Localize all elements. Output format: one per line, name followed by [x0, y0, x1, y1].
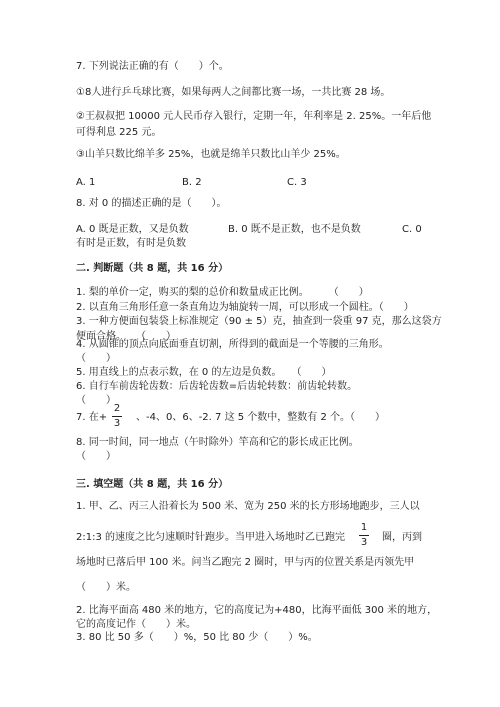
- q7-statement-2b: 可得利息 225 元。: [76, 127, 162, 138]
- q8-option-b: B. 0 既不是正数，也不是负数: [228, 224, 361, 235]
- q8-option-a-cont: 有时是正数，有时是负数: [76, 238, 186, 249]
- q7-option-c: C. 3: [287, 177, 307, 188]
- judge-3a: 3. 一种方便面包装袋上标准规定（90 ± 5）克，抽查到一袋重 97 克，那么这袋方: [76, 316, 442, 327]
- section-3-title: 三. 填空题（共 8 题，共 16 分）: [76, 479, 229, 490]
- judge-1: 1. 梨的单价一定，购买的梨的总价和数量成正比例。 （ ）: [76, 287, 369, 298]
- judge-6: 6. 自行车前齿轮齿数：后齿轮齿数=后齿轮转数：前齿轮转数。: [76, 381, 358, 392]
- fill-1b-prefix: 2:1:3 的速度之比匀速顺时针跑步。当甲进入场地时乙已跑完: [76, 532, 346, 543]
- section-2-title: 二. 判断题（共 8 题，共 16 分）: [76, 263, 229, 274]
- fill-2a: 2. 比海平面高 480 米的地方，它的高度记为+480，比海平面低 300 米的地方，: [76, 605, 438, 616]
- fill-2b: 它的高度记作（ ）米。: [76, 619, 196, 630]
- q8-stem: 8. 对 0 的描述正确的是（ ）。: [76, 198, 227, 209]
- judge-8b: （ ）: [76, 451, 116, 462]
- q7-option-b: B. 2: [182, 177, 202, 188]
- judge-3b: 便面合格。 （ ）: [76, 331, 176, 342]
- q8-option-a: A. 0 既是正数，又是负数: [76, 224, 189, 235]
- fill-1c: 场地时已落后甲 100 米。问当乙跑完 2 圈时，甲与丙的位置关系是丙领先甲: [76, 557, 415, 568]
- q7-statement-1: ①8人进行乒乓球比赛，如果每两人之间都比赛一场，一共比赛 28 场。: [76, 87, 391, 98]
- judge-7-suffix: 、-4、0、6、-2. 7 这 5 个数中，整数有 2 个。（ ）: [136, 412, 386, 423]
- fill-1d: （ ）米。: [76, 582, 136, 593]
- judge-7-numerator: 2: [113, 403, 121, 414]
- q7-statement-2a: ②王叔叔把 10000 元人民币存入银行，定期一年，年利率是 2. 25%。一年后他: [76, 111, 432, 122]
- fill-1-denominator: 3: [360, 537, 368, 548]
- q7-statement-3: ③山羊只数比绵羊多 25%，也就是绵羊只数比山羊少 25%。: [76, 149, 346, 160]
- q7-stem: 7. 下列说法正确的有（ ）个。: [76, 61, 229, 72]
- judge-5: 5. 用直线上的点表示数，在 0 的左边是负数。 （ ）: [76, 367, 332, 378]
- fill-3: 3. 80 比 50 多（ ）%，50 比 80 少（ ）%。: [76, 632, 318, 643]
- fraction-bar: [112, 416, 122, 417]
- judge-6b: （ ）: [76, 395, 116, 406]
- fill-1a: 1. 甲、乙、丙三人沿着长为 500 米、宽为 250 米的长方形场地跑步，三人以: [76, 501, 420, 512]
- judge-7-prefix: 7. 在+: [76, 412, 108, 423]
- q7-option-a: A. 1: [76, 177, 96, 188]
- judge-2: 2. 以直角三角形任意一条直角边为轴旋转一周，可以形成一个圆柱。（ ）: [76, 302, 414, 313]
- fill-1b-suffix: 圈，丙到: [382, 532, 422, 543]
- judge-7-fraction: [112, 403, 122, 430]
- judge-8a: 8. 同一时间，同一地点（午时除外）竿高和它的影长成正比例。: [76, 437, 359, 448]
- fill-1-numerator: 1: [360, 522, 368, 533]
- fill-1-fraction: [359, 522, 369, 549]
- judge-4a: 4. 从圆锥的顶点向底面垂直切割，所得到的截面是一个等腰的三角形。: [76, 339, 389, 350]
- judge-4b: （ ）: [76, 353, 116, 364]
- judge-7-denominator: 3: [113, 418, 121, 429]
- q8-option-c: C. 0: [402, 224, 422, 235]
- fraction-bar: [359, 535, 369, 536]
